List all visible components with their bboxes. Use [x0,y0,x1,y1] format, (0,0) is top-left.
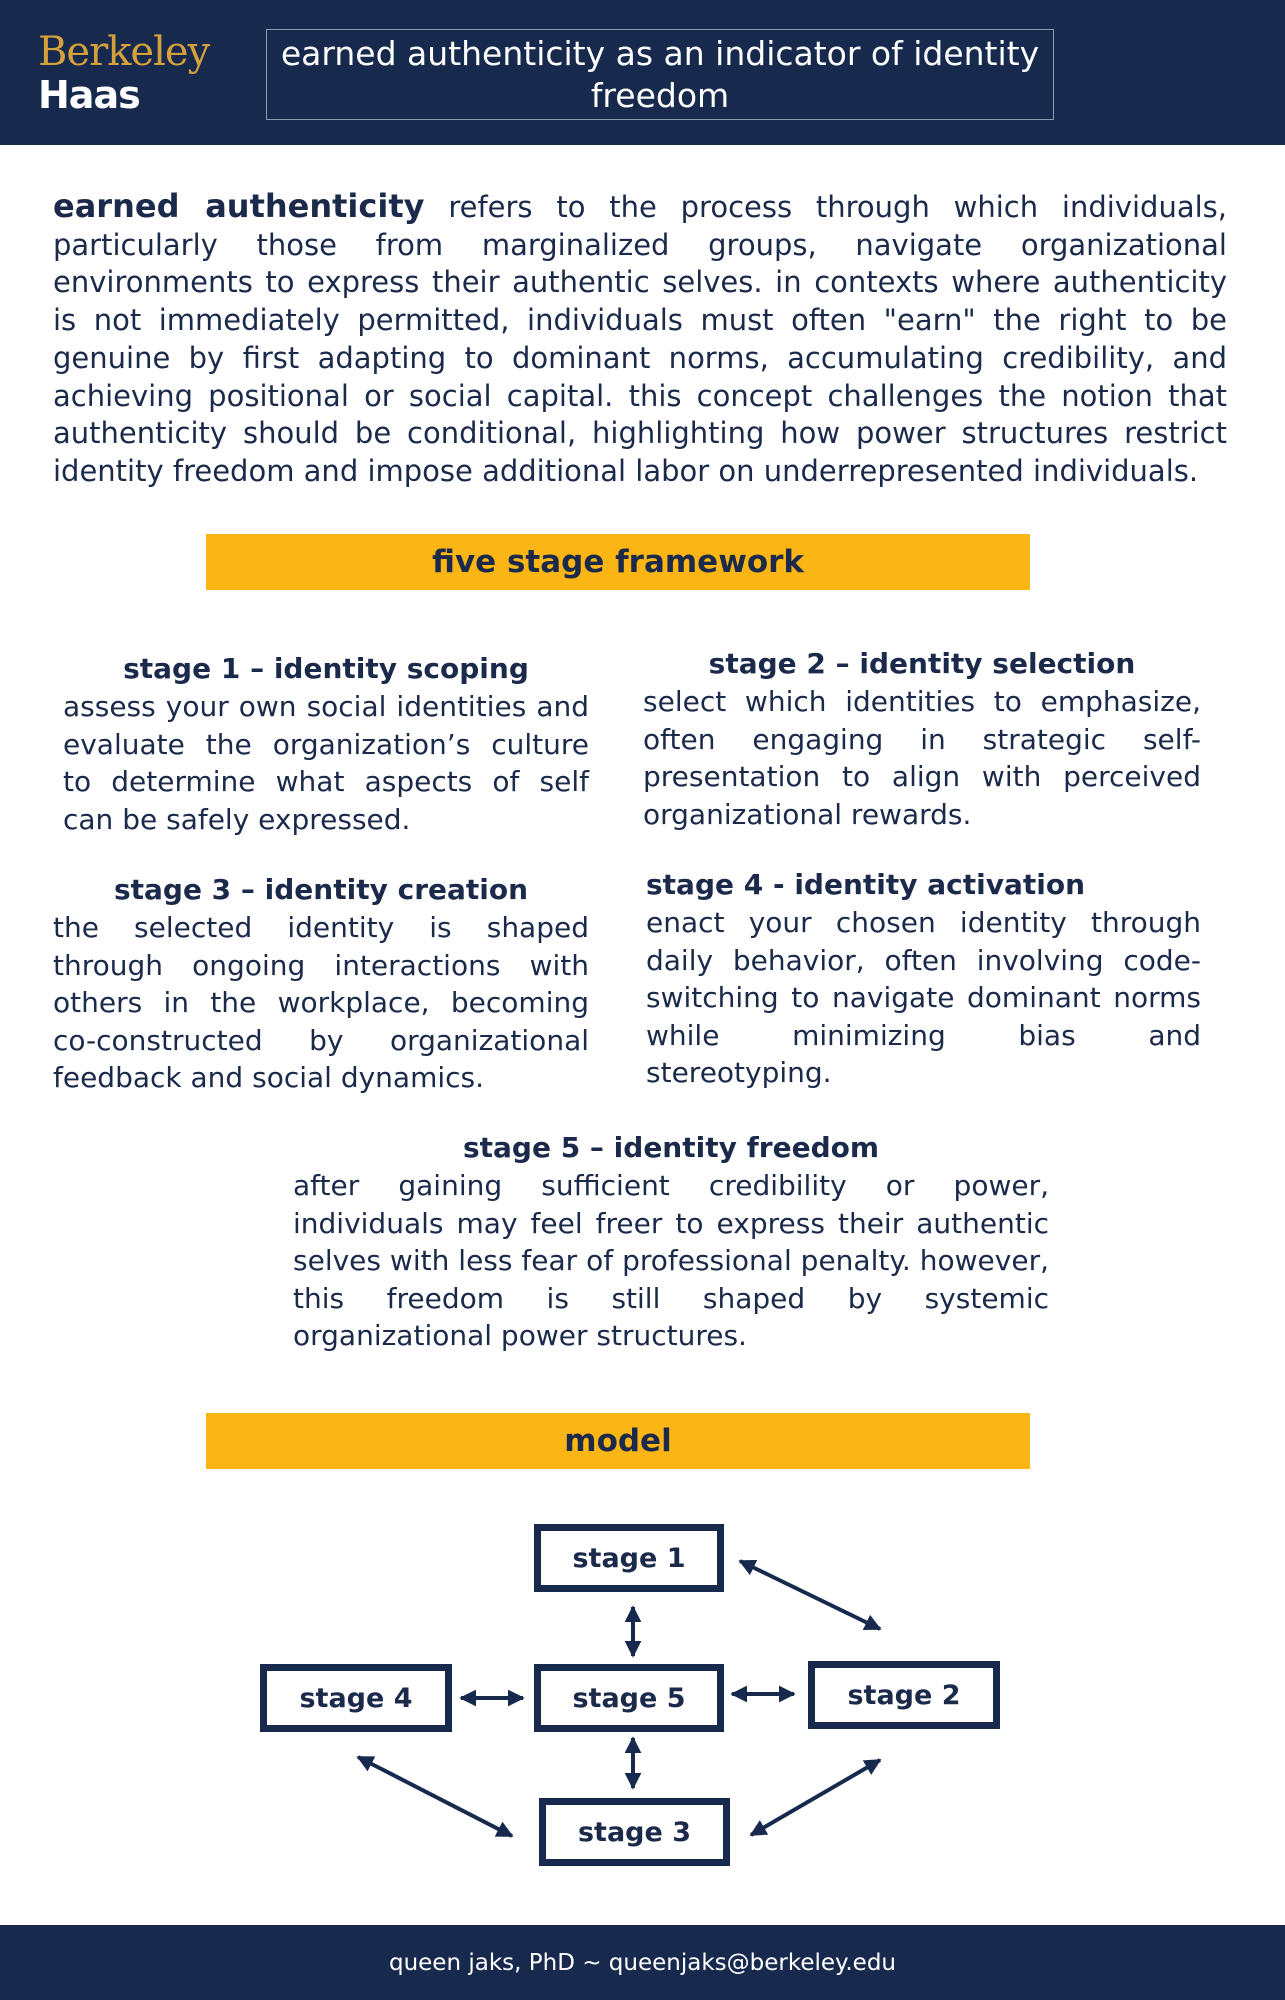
stage-1-text: assess your own social identities and evaluate the organization’s culture to determine what aspects of self can be safely expressed. [63,690,589,836]
model-heading: model [206,1413,1030,1469]
stage-2-title: stage 2 – identity selection [708,647,1136,680]
intro-text: refers to the process through which individuals, particularly those from marginalized groups, navigate organizational environments to express their authentic selves. in contexts where authenticity is not immediately permitted, individuals must often "earn" the right to be genuine by first adapting to dominant norms, accumulating credibility, and achieving positional or social capital. this concept challenges the notion that authenticity should be conditional, highlighting how power structures restrict identity freedom and impose additional labor on underrepresented individuals. [53,190,1227,488]
berkeley-haas-logo [38,30,209,116]
model-node-stage-1: stage 1 [534,1524,724,1592]
intro-paragraph [53,188,1227,491]
stage-5-title: stage 5 – identity freedom [462,1131,880,1164]
model-diagram [0,1500,1285,1900]
stage-3-block [53,871,589,1097]
arrow-stage1-stage2 [740,1561,880,1629]
arrow-stage4-stage3 [358,1757,512,1836]
stage-2-text: select which identities to emphasize, often engaging in strategic self-presentation to align with perceived organizational rewards. [643,685,1201,831]
stage-4-block [646,866,1201,1092]
arrow-stage2-stage3 [751,1760,880,1835]
footer-bar [0,1925,1285,2000]
framework-heading: five stage framework [206,534,1030,590]
model-node-stage-5: stage 5 [534,1664,724,1732]
stage-5-text: after gaining sufficient credibility or power, individuals may feel freer to express their authentic selves with less fear of professional penalty. however, this freedom is still shaped by systemic organizational power structures. [293,1169,1049,1352]
poster-title: earned authenticity as an indicator of identity freedom [266,29,1054,120]
author-contact: queen jaks, PhD ~ queenjaks@berkeley.edu [388,1949,897,1976]
model-node-stage-2: stage 2 [808,1661,1000,1729]
stage-5-block [293,1129,1049,1355]
stage-4-title: stage 4 - identity activation [646,868,1086,901]
intro-term: earned authenticity [53,187,425,225]
model-node-stage-4: stage 4 [260,1664,452,1732]
logo-berkeley: Berkeley [38,29,210,75]
model-node-stage-3: stage 3 [539,1798,730,1866]
stage-3-text: the selected identity is shaped through ongoing interactions with others in the workplace, becoming co-constructed by organizational feedback and social dynamics. [53,911,589,1094]
logo-haas: Haas [38,73,140,117]
header-bar [0,0,1285,145]
stage-4-text: enact your chosen identity through daily behavior, often involving code-switching to navigate dominant norms while minimizing bias and stereotyping. [646,906,1201,1089]
stage-3-title: stage 3 – identity creation [113,873,529,906]
stage-2-block [643,645,1201,833]
stage-1-block [63,650,589,838]
stage-1-title: stage 1 – identity scoping [123,652,529,685]
